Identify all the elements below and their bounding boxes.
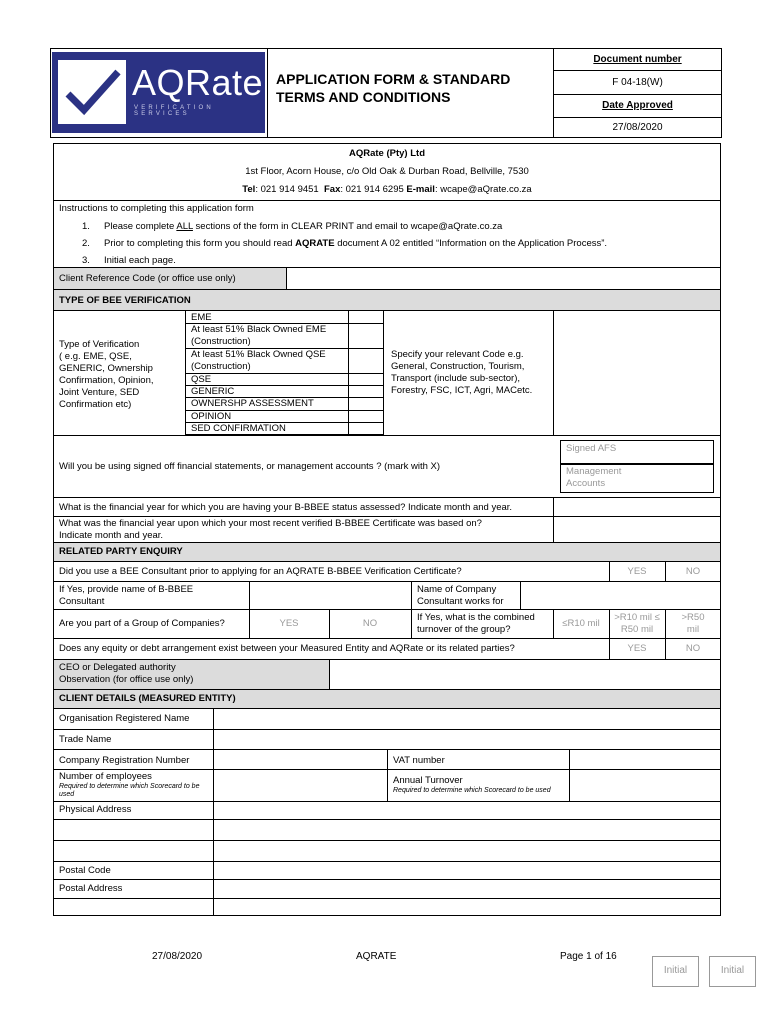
code-label: Specify your relevant Code e.g. General, Construction, Tourism, Transport (include sub-sector), Forestry, FSC, ICT, Agri, MACetc.	[391, 349, 533, 396]
doc-number-label: Document number	[593, 54, 682, 65]
option-51-eme-construction: (Construction)	[191, 336, 251, 347]
instruction-3-number: 3.	[82, 255, 90, 266]
physical-address-label: Physical Address	[59, 804, 132, 815]
footer-brand: AQRATE	[356, 951, 397, 962]
turnover-note: Required to determine which Scorecard to be used	[393, 787, 551, 794]
signed-statements-question: Will you be using signed off financial statements, or management accounts ? (mark with X)	[59, 461, 441, 472]
equity-yes[interactable]: YES	[627, 643, 647, 654]
option-opinion: OPINION	[191, 411, 232, 422]
option-51-qse: At least 51% Black Owned QSE	[191, 349, 326, 360]
initial-box-1[interactable]: Initial	[652, 956, 699, 987]
employees-note: Required to determine which Scorecard to be used	[59, 783, 200, 798]
option-eme: EME	[191, 312, 212, 323]
verification-type-label: Type of Verification ( e.g. EME, QSE, GENERIC, Ownership Confirmation, Opinion, Joint Venture, SED Confirmation etc)	[59, 339, 154, 410]
trade-name-field[interactable]	[214, 730, 720, 749]
option-51-eme: At least 51% Black Owned EME	[191, 324, 327, 335]
header-divider	[553, 94, 722, 95]
company-name: AQRate (Pty) Ltd	[349, 148, 425, 159]
company-address: 1st Floor, Acorn House, c/o Old Oak & Durban Road, Bellville, 7530	[245, 166, 529, 177]
postal-address-label: Postal Address	[59, 883, 123, 894]
logo-subtitle: VERIFICATION SERVICES	[134, 105, 214, 117]
group-yes[interactable]: YES	[279, 618, 299, 629]
instruction-1-number: 1.	[82, 221, 90, 232]
option-ownership: OWNERSHP ASSESSMENT	[191, 398, 314, 409]
header-divider	[267, 48, 268, 138]
employees-label: Number of employees	[59, 771, 152, 782]
related-party-title: RELATED PARTY ENQUIRY	[59, 546, 183, 557]
turnover-under-10[interactable]: ≤R10 mil	[562, 618, 600, 629]
initial-box-2[interactable]: Initial	[709, 956, 756, 987]
code-field[interactable]	[554, 311, 720, 435]
financial-year-question: What is the financial year for which you are having your B-BBEE status assessed? Indicate month and year.	[59, 502, 513, 513]
company-consultant-label: Name of Company Consultant works for	[417, 584, 504, 607]
management-accounts-label: Management Accounts	[566, 466, 622, 489]
ceo-observation-label: CEO or Delegated authority Observation (for office use only)	[59, 662, 194, 685]
previous-financial-year-question: What was the financial year upon which your most recent verified B-BBEE Certificate was based on? Indicate month and year.	[59, 518, 482, 541]
instruction-2: Prior to completing this form you should read AQRATE document A 02 entitled “Information on the Application Process”.	[104, 238, 608, 249]
header-divider	[553, 117, 722, 118]
group-question: Are you part of a Group of Companies?	[59, 618, 225, 629]
vat-number-label: VAT number	[393, 755, 445, 766]
ceo-observation-field[interactable]	[330, 660, 720, 689]
option-generic: GENERIC	[191, 386, 235, 397]
option-51-qse-construction: (Construction)	[191, 361, 251, 372]
consultant-no[interactable]: NO	[685, 566, 701, 577]
footer-date: 27/08/2020	[152, 951, 203, 962]
doc-number: F 04-18(W)	[612, 77, 663, 88]
date-approved-label: Date Approved	[602, 100, 673, 111]
reg-number-label: Company Registration Number	[59, 755, 190, 766]
client-ref-label: Client Reference Code (or office use only)	[59, 273, 236, 284]
org-name-field[interactable]	[214, 709, 720, 729]
logo-text: AQRate	[132, 62, 264, 103]
footer-page: Page 1 of 16	[560, 951, 617, 962]
instructions-heading: Instructions to completing this application form	[59, 203, 254, 214]
postal-code-label: Postal Code	[59, 865, 111, 876]
form-title: APPLICATION FORM & STANDARD TERMS AND CONDITIONS	[276, 71, 511, 105]
instruction-1: Please complete ALL sections of the form in CLEAR PRINT and email to wcape@aQrate.co.za	[104, 221, 503, 232]
turnover-10-50[interactable]: >R10 mil ≤ R50 mil	[614, 612, 660, 635]
consultant-yes[interactable]: YES	[627, 566, 647, 577]
bee-section-title: TYPE OF BEE VERIFICATION	[59, 295, 191, 306]
header-divider	[553, 70, 722, 71]
option-qse: QSE	[191, 374, 212, 385]
date-approved: 27/08/2020	[612, 122, 663, 133]
equity-question: Does any equity or debt arrangement exist between your Measured Entity and AQRate or its related parties?	[59, 643, 515, 654]
consultant-name-label: If Yes, provide name of B-BBEE Consultant	[59, 584, 194, 607]
group-no[interactable]: NO	[362, 618, 378, 629]
equity-no[interactable]: NO	[685, 643, 701, 654]
instruction-2-number: 2.	[82, 238, 90, 249]
trade-name-label: Trade Name	[59, 734, 112, 745]
instruction-3: Initial each page.	[104, 255, 176, 266]
turnover-over-50[interactable]: >R50 mil	[681, 612, 705, 635]
client-details-title: CLIENT DETAILS (MEASURED ENTITY)	[59, 693, 236, 704]
company-contact: Tel: 021 914 9451 Fax: 021 914 6295 E-mail: wcape@aQrate.co.za	[242, 184, 532, 195]
signed-afs-label: Signed AFS	[566, 443, 617, 454]
aqrate-logo	[52, 52, 265, 133]
consultant-question: Did you use a BEE Consultant prior to applying for an AQRATE B-BBEE Verification Certificate?	[59, 566, 462, 577]
turnover-question: If Yes, what is the combined turnover of the group?	[417, 612, 535, 635]
client-ref-field[interactable]	[287, 268, 721, 289]
org-name-label: Organisation Registered Name	[59, 713, 190, 724]
annual-turnover-label: Annual Turnover	[393, 775, 463, 786]
checkmark-icon	[58, 60, 126, 124]
option-sed: SED CONFIRMATION	[191, 423, 286, 434]
